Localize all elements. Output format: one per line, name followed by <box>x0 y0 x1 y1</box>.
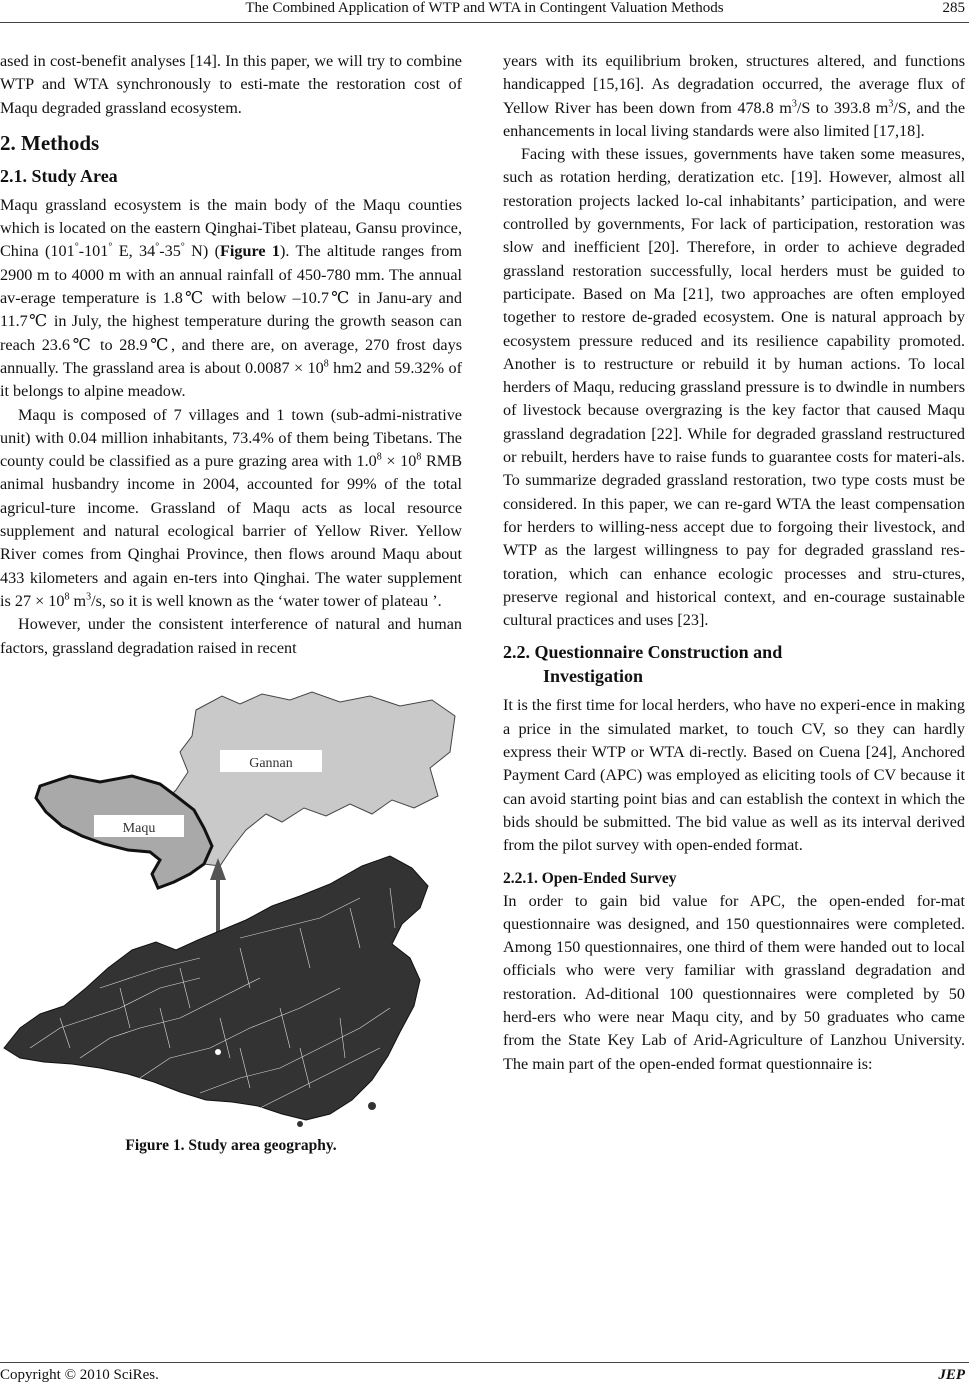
running-title: The Combined Application of WTP and WTA in Contingent Valuation Methods <box>245 0 724 16</box>
right-paragraph-1: years with its equilibrium broken, structures altered, and functions handicapped [15,16]. As degradation occurred, the average flux of Yellow River has been down from 478.8 $m^3/S$ to 393.8 $m^3/S$, and the enhancements in local living standards were also limited [17,18]. <box>503 52 966 140</box>
copyright-text: Copyright © 2010 SciRes. <box>0 1367 159 1383</box>
study-area-paragraph-1: Maqu grassland ecosystem is the main body of the Maqu counties which is located on the eastern Qinghai-Tibet plateau, Gansu province, China (101°-101° E, 34°-35° N) (Figure 1). The altitude ranges from 2900 m to 4000 m with an annual rainfall of 450-780 mm. The annual av-erage temperature is 1.8℃ with below –10.7℃ in Janu-ary and 11.7℃ in July, the highest temperature during the growth season can reach 23.6℃ to 28.9℃, and there are, on average, 270 frost days annually. The grassland area is about $0.0087 \times 10^8$ hm2 and 59.32% of it belongs to alpine meadow. <box>0 195 462 401</box>
journal-abbrev: JEP <box>938 1367 965 1383</box>
subsection-heading-questionnaire: 2.2. Questionnaire Construction and Investigation <box>503 642 783 687</box>
figure-reference: Figure 1 <box>219 242 280 261</box>
right-paragraph-3: It is the first time for local herders, who have no experi-ence in making a price in the simulated market, to touch CV, so they can hardly express their WTP or WTA di-rectly. Based on Cuena [24], Anchored Payment Card (APC) was employed as eliciting tools of CV because it can avoid starting point bias and can establish the context in which the bids should be submitted. The bid value as well as its interval derived from the pilot survey with open-ended format. <box>503 696 965 855</box>
right-column <box>503 50 965 1076</box>
page-header <box>0 0 969 23</box>
page-number: 285 <box>942 0 965 16</box>
subsection-heading-study-area: 2.1. Study Area <box>0 165 118 186</box>
right-paragraph-2: Facing with these issues, governments have taken some measures, such as rotation herding, deratization etc. [19]. However, almost all restoration projects lacked lo-cal inhabitants’ participation, and were controlled by governments, For lack of participation, restoration was slow and inefficient [20]. Therefore, in order to achieve degraded grassland restoration successfully, local herders must be guided to participate. Based on Ma [21], two approaches are often employed together to restore de-graded ecosystem. One is natural approach by ecosystem pressure reduced and its resilience capability promoted. Another is to restructure or rebuild it by human actions. To local herders of Maqu, reducing grassland pressure is to dwindle in numbers of livestock because overgrazing is the key factor that caused Maqu grassland degradation [22]. While for degraded grassland restructured or rebuilt, herders have to raise funds to guarantee costs for materi-als. To summarize degraded grassland restoration, two type costs must be considered. In this paper, we can re-gard WTA the least compensation for herders to willing-ness accept due to forgoing their livestock, and WTP as the largest willingness to pay for degraded grassland res-toration, which can enhance ecologic processes and stru-ctures, preserve regional and historical context, and en-courage sustainable cultural practices and uses [23]. <box>503 145 965 630</box>
study-area-paragraph-2: Maqu is composed of 7 villages and 1 town (sub-admi-nistrative unit) with 0.04 million inhabitants, 73.4% of them being Tibetans. The county could be classified as a pure grazing area with $1.0^8 \times 10^8$ RMB animal husbandry income in 2004, accounted for 99% of the total agricul-ture income. Grassland of Maqu acts as local resource supplement and natural ecological barrier of Yellow River. Yellow River comes from Qinghai Province, then flows around Maqu about 433 kilometers and again en-ters into Qinghai. The water supplement is $27 \times 10^8$ $m^3/s$, so it is well known as the ‘water tower of plateau ’. <box>0 405 463 610</box>
right-paragraph-4: In order to gain bid value for APC, the open-ended for-mat questionnaire was designed, and 150 questionnaires were completed. Among 150 questionnaires, one third of them were handed out to local officials who were very familiar with grassland degradation and restoration. Ad-ditional 100 questionnaires were completed by 50 herd-ers who were near Maqu city, and by 50 graduates who came from the State Key Lab of Arid-Agriculture of Lanzhou University. The main part of the open-ended format questionnaire is: <box>503 891 965 1073</box>
study-area-paragraph-3: However, under the consistent interference of natural and human factors, grassland degradation raised in recent <box>0 615 462 657</box>
left-column <box>0 50 462 1158</box>
page-footer <box>0 1362 969 1385</box>
maqu-label: Maqu <box>122 820 156 836</box>
gannan-label: Gannan <box>249 755 293 771</box>
taiwan-island <box>368 1102 376 1110</box>
subsubsection-heading-open-ended: 2.2.1. Open-Ended Survey <box>503 869 677 887</box>
figure-caption: Figure 1. Study area geography. <box>125 1136 337 1154</box>
hainan-island <box>297 1121 303 1127</box>
intro-paragraph: ased in cost-benefit analyses [14]. In this paper, we will try to combine WTP and WTA synchronously to esti-mate the restoration cost of Maqu degraded grassland ecosystem. <box>0 52 462 117</box>
section-heading-methods: 2. Methods <box>0 130 100 155</box>
study-area-map <box>0 688 462 1128</box>
figure-1 <box>0 688 462 1158</box>
maqu-location-dot <box>215 1049 221 1055</box>
